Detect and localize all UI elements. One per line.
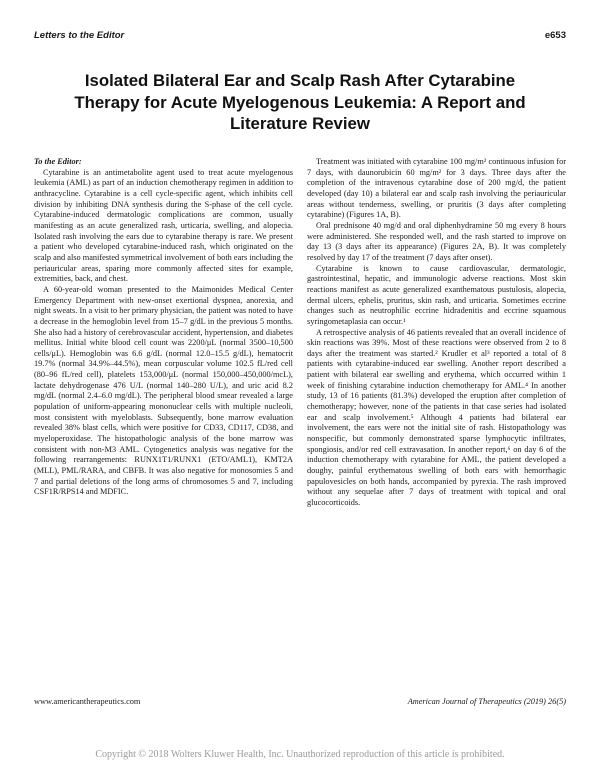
- section-header: Letters to the Editor: [34, 30, 125, 41]
- body-paragraph: A retrospective analysis of 46 patients revealed that an overall incidence of skin reactions was 39%. Most of these reactions were observed from 2 to 8 days after the treatment was started.² Krudler et al³ reported a total of 8 patients with cytarabine-induced ear swelling. Another report described a patient with bilateral ear swelling and erythema, which occurred within 1 week of finishing cytarabine induction chemotherapy for AML.⁴ In another study, 13 of 16 patients (81.3%) developed the eruption after completion of chemotherapy; however, none of the patients in that case series had isolated ear and scalp involvement.⁵ Although 4 patients had bilateral ear involvement, the ears were not the initial site of rash. Histopathology was nonspecific, but commonly demonstrated sparse lymphocytic infiltrates, spongiosis, and/or red cell extravasation. In another report,⁶ on day 6 of the induction chemotherapy with cytarabine for AML, the patient developed a doughy, painful erythematous swelling of both ears with hemorrhagic papulovesicles on both hands, accompanied by pyrexia. The rash improved without any sequelae after 7 days of treatment with topical and oral glucocorticoids.: [307, 327, 566, 507]
- copyright-notice: Copyright © 2018 Wolters Kluwer Health, Inc. Unauthorized reproduction of this article is prohibited.: [95, 749, 505, 760]
- footer-journal: American Journal of Therapeutics (2019) 26(5): [407, 697, 566, 706]
- footer-website: www.americantherapeutics.com: [34, 697, 141, 706]
- right-column: [307, 157, 566, 509]
- body-paragraph: Cytarabine is an antimetabolite agent used to treat acute myelogenous leukemia (AML) as part of an induction chemotherapy regimen in addition to anthracycline. Cytarabine is a cell cycle-specific agent, which inhibits cell division by inhibiting DNA synthesis during the S-phase of the cell cycle. Cytarabine-induced dermatologic complications are common, usually manifesting as an acute generalized rash, urticaria, swelling, and alopecia. Isolated rash involving the ears due to cytarabine therapy is rare. We present a patient who developed cytarabine-induced rash, which originated on the scalp and also manifested symmetrical involvement of both ears including the periauricular areas, sparing more commonly affected sites for example, extremities, back, and chest.: [34, 167, 293, 284]
- body-paragraph: A 60-year-old woman presented to the Maimonides Medical Center Emergency Department with new-onset exertional dyspnea, anorexia, and night sweats. In a visit to her primary physician, the patient was noted to have a decrease in the hemoglobin level from 15–7 g/dL in the previous 5 months. She also had a history of cerebrovascular accident, hypertension, and diabetes mellitus. Initial white blood cell count was 2200/μL (normal 3500–10,500 cells/μL). Hemoglobin was 6.6 g/dL (normal 12.0–15.5 g/dL), hematocrit 19.7% (normal 34.9%–44.5%), mean corpuscular volume 102.5 fL/red cell (80–96 fL/red cell), platelets 153,000/μL (normal 150,000–450,000/mcL), lactate dehydrogenase 476 U/L (normal 140–280 U/L), and uric acid 8.2 mg/dL (normal 2.4–6.0 mg/dL). The peripheral blood smear revealed a large population of uniform-appearing mononuclear cells with multiple nucleoli, most consistent with myeloblasts. Subsequently, bone marrow evaluation revealed 38% blast cells, which were positive for CD33, CD117, CD38, and myeloperoxidase. The histopathologic analysis of the bone marrow was consistent with non-M3 AML. Cytogenetics analysis was negative for the following rearrangements: RUNX1T1/RUNX1 (ETO/AML1), KMT2A (MLL), PML/RARA, and CBFB. It was also negative for monosomies 5 and 7 and partial deletions of the long arms of chromosomes 5 and 7, including CSF1R/RPS14 and MDFIC.: [34, 284, 293, 497]
- body-paragraph: Oral prednisone 40 mg/d and oral diphenhydramine 50 mg every 8 hours were administered. She responded well, and the rash started to improve on day 13 (3 days after its appearance) (Figures 2A, B). It was completely resolved by day 17 of the treatment (7 days after onset).: [307, 220, 566, 262]
- left-column: [34, 157, 293, 498]
- body-paragraph: Cytarabine is known to cause cardiovascular, dermatologic, gastrointestinal, hepatic, and immunologic adverse reactions. Most skin reactions manifest as acute generalized exanthematous pustulosis, alopecia, dermal ulcers, ephelis, pruritus, skin rash, and urticaria. Sometimes eccrine changes such as neutrophilic eccrine hidradenitis and eccrine squamous syringometaplasia can occur.¹: [307, 263, 566, 326]
- article-title: Isolated Bilateral Ear and Scalp Rash After Cytarabine Therapy for Acute Myelogenous Leukemia: A Report and Literature Review: [74, 71, 526, 133]
- salutation: To the Editor:: [34, 157, 82, 166]
- page-number: e653: [544, 30, 566, 41]
- body-paragraph: Treatment was initiated with cytarabine 100 mg/m² continuous infusion for 7 days, with daunorubicin 60 mg/m² for 3 days. Three days after the completion of the intravenous cytarabine dose of 200 mg/d, the patient developed (day 10) a bilateral ear and scalp rash involving the periauricular areas without tenderness, swelling, or pruritis (3 days after completing cytarabine) (Figures 1A, B).: [307, 157, 566, 220]
